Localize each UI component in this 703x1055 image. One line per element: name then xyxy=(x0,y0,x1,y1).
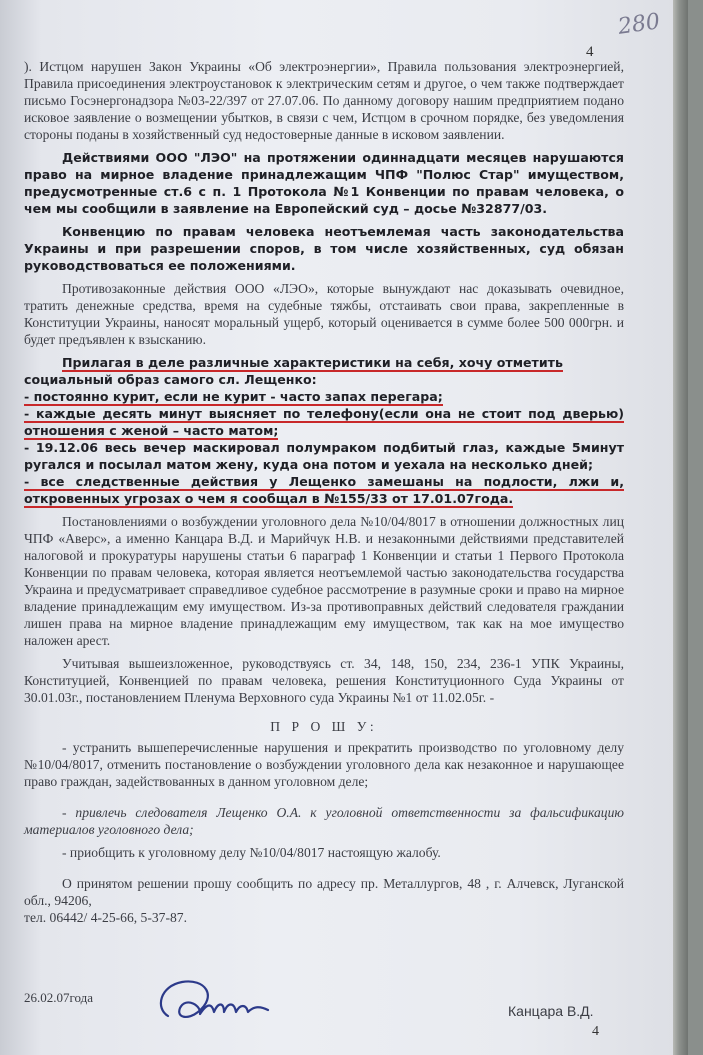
document-body xyxy=(24,58,624,926)
underlined-text: - все следственные действия у Лещенко замешаны на подлости, лжи и, откровенных угрозах о чем я сообщал в №155/33 от 17.01.07года. xyxy=(24,474,624,506)
signature-icon xyxy=(150,968,290,1038)
paragraph-8: О принятом решении прошу сообщить по адресу пр. Металлургов, 48 , г. Алчевск, Луганской обл., 94206, xyxy=(24,876,624,908)
paragraph-3: Конвенцию по правам человека неотъемлемая часть законодательства Украины и при разрешении споров, в том числе хозяйственных, суд обязан руководствоваться ее положениями. xyxy=(24,224,624,273)
paragraph-7: Учитывая вышеизложенное, руководствуясь ст. 34, 148, 150, 234, 236-1 УПК Украины, Конституцией, Конвенцией по правам человека, решения Конституционного Суда Украины от 30.01.03г., постановлением Пленума Верховного суда Украины №1 от 11.02.05г. - xyxy=(24,656,624,705)
paragraph-2: Действиями ООО "ЛЭО" на протяжении одиннадцати месяцев нарушаются право на мирное владение принадлежащим ЧПФ "Полюс Стар" имуществом, предусмотренные ст.6 с п. 1 Протокола №1 Конвенции по правам человека, о чем мы сообщили в заявление на Европейский суд – досье №32877/03. xyxy=(24,150,624,216)
underlined-text: - постоянно курит, если не курит - часто запах перегара; xyxy=(24,389,443,404)
request-3: - приобщить к уголовному делу №10/04/8017 настоящую жалобу. xyxy=(62,845,441,860)
paragraph-5-line-2: социальный образ самого сл. Лещенко: xyxy=(24,372,317,387)
paragraph-1: ). Истцом нарушен Закон Украины «Об электроэнергии», Правила пользования электроэнергией, Правила присоединения электроустановок к электрическим сетям и другое, о чем также подтверждает письмо Госэнергонадзора №03-22/397 от 27.07.06. По данному договору нашим предприятием подано исковое заявление о возмещении убытков, в связи с чем, Истцом в срочном порядке, без уведомления стороны поданы в хозяйственный суд недостоверные данные в исковом заявлении. xyxy=(24,59,624,142)
request-heading: П Р О Ш У: xyxy=(270,719,378,734)
phone-line: тел. 06442/ 4-25-66, 5-37-87. xyxy=(24,910,187,925)
paragraph-6: Постановлениями о возбуждении уголовного дела №10/04/8017 в отношении должностных лиц ЧПФ «Аверс», а именно Канцара В.Д. и Марийчук Н.В. и незаконными действиями представителей налоговой и прокуратуры нарушены статьи 6 параграф 1 Конвенции и статьи 1 Первого Протокола Конвенции по правам человека, которая является неотъемлемой частью законодательства государства Украина и предусматривает справедливое судебное рассмотрение в разумные сроки и право на мирное владение принадлежащим ему имуществом. Из-за противоправных действий следователя граждании лишен права на мирное владение принадлежащим ему имуществом, так как на мое имущество наложен арест. xyxy=(24,514,624,648)
request-2: - привлечь следователя Лещенко О.А. к уголовной ответственности за фальсификацию материалов уголовного дела; xyxy=(24,805,624,837)
document-date: 26.02.07года xyxy=(24,990,94,1005)
bullet-3: - 19.12.06 весь вечер маскировал полумраком подбитый глаз, каждые 5минут ругался и посылал матом жену, куда она потом и уехала на несколько дней; xyxy=(24,440,624,472)
underlined-text: Прилагая в деле различные характеристики на себя, хочу отметить xyxy=(62,355,563,370)
bullet-2 xyxy=(24,405,624,439)
handwritten-page-number: 280 xyxy=(616,9,662,40)
paragraph-5-line-1 xyxy=(24,354,624,371)
page-edge-shadow xyxy=(673,0,688,1055)
underlined-text: - каждые десять минут выясняет по телефону(если она не стоит под дверью) отношения с женой – часто матом; xyxy=(24,406,624,438)
request-1: - устранить вышеперечисленные нарушения и прекратить производство по уголовному делу №10/04/8017, отменить постановление о возбуждении уголовного дела как незаконное и нарушающее право граждан, задействованных в данном уголовном деле; xyxy=(24,740,624,789)
bullet-1 xyxy=(24,388,624,405)
author-name: Канцара В.Д. xyxy=(508,1003,594,1019)
paragraph-4: Противозаконные действия ООО «ЛЭО», которые вынуждают нас доказывать очевидное, тратить денежные средства, время на судебные тяжбы, отстаивать свои права, закрепленные в Конституции Украины, наносят моральный ущерб, который оценивается в сумме более 500 000грн. и будет предъявлен к взысканию. xyxy=(24,281,624,347)
page-number-bottom: 4 xyxy=(592,1024,599,1039)
page-number-top: 4 xyxy=(586,44,594,60)
bullet-4 xyxy=(24,473,624,507)
